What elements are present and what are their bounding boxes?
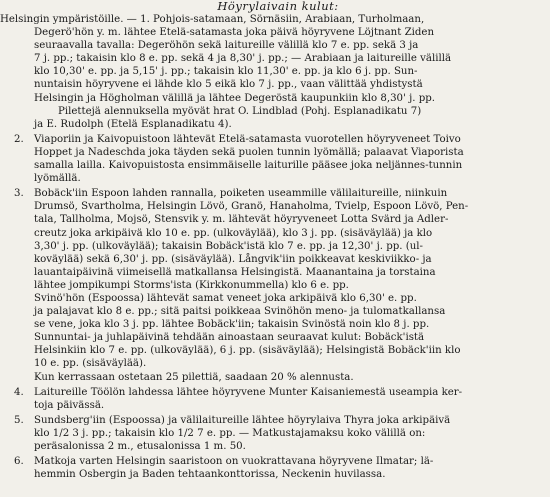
text-line — [14, 279, 542, 292]
line-text: peräsalonissa 2 m., etusalonissa 1 m. 50. — [34, 441, 246, 452]
line-text: lauantaipäivinä viimeisellä matkallansa Helsingistä. Maanantaina ja torstaina — [34, 266, 436, 278]
line-text: Sunnuntai- ja juhlapäivinä tehdään ainoastaan seuraavat kulut: Bobäck'istä — [34, 332, 425, 344]
text-line — [14, 399, 542, 412]
line-text: Matkoja varten Helsingin saaristoon on vuokrattavana höyryvene Ilmatar; lä- — [34, 456, 434, 468]
entry-number: 3. — [14, 188, 24, 200]
text-line — [14, 118, 542, 131]
line-text: lähtee jompikumpi Storms'ista (Kirkkonummella) klo 6 e. pp. — [34, 279, 349, 291]
entry-number: 4. — [14, 386, 24, 398]
entry-number: 2. — [14, 133, 24, 145]
text-line — [14, 26, 542, 39]
text-line — [14, 331, 542, 344]
line-text: 10 e. pp. (sisäväylää). — [34, 358, 147, 370]
text-line — [14, 266, 542, 279]
text-line — [14, 318, 542, 331]
line-text: Viaporiin ja Kaivopuistoon lähtevät Etelä-satamasta vuorotellen höyryveneet Toivo — [34, 133, 461, 145]
entry-number: 5. — [14, 414, 24, 426]
line-text: se vene, joka klo 3 j. pp. lähtee Bobäck'iin; takaisin Svinöstä noin klo 8 j. pp. — [34, 319, 430, 331]
text-line — [14, 371, 542, 384]
line-text: Sundsberg'iin (Espoossa) ja välilaitureille lähtee höyrylaiva Thyra joka arkipäivä — [34, 414, 451, 426]
line-text: hemmin Osbergin ja Baden tehtaankonttorissa, Neckenin huvilassa. — [34, 469, 386, 481]
line-text: Helsingin ja Högholman välillä ja lähtee Degeröstä kaupunkiin klo 8,30' j. pp. — [34, 92, 435, 104]
text-line — [14, 292, 542, 305]
page-title: Höyrylaivain kulut: — [217, 0, 339, 13]
line-text: Degerö'hön y. m. lähtee Etelä-satamasta joka päivä höyryvene Löjtnant Ziden — [34, 27, 435, 39]
text-line — [14, 105, 542, 118]
line-text: nuntaisin höyryvene ei lähde klo 5 eikä klo 7 j. pp., vaan välittää yhdistystä — [34, 79, 423, 91]
line-text: klo 1/2 3 j. pp.; takaisin klo 1/2 7 e. pp. — Matkustajamaksu koko välillä on: — [34, 427, 426, 439]
text-line — [14, 344, 542, 357]
line-text: lyömällä. — [34, 173, 81, 185]
entry-number: 6. — [14, 456, 24, 468]
text-line — [14, 414, 542, 427]
text-line — [0, 13, 542, 26]
line-text: creutz joka arkipäivä klo 10 e. pp. (ulkoväylää), klo 3 j. pp. (sisäväylää) ja klo — [34, 227, 433, 239]
text-line — [14, 227, 542, 240]
text-line — [14, 213, 542, 226]
text-line — [14, 386, 542, 399]
line-text: Hoppet ja Nadeschda joka täyden sekä puolen tunnin lyömällä; palaavat Viaporista — [34, 146, 464, 158]
line-text: samalla lailla. Kaivopuistosta ensimmäiselle laiturille pääsee joka neljännes-tunnin — [34, 160, 463, 172]
text-line — [14, 65, 542, 78]
line-text: koväylää) sekä 6,30' j. pp. (sisäväylää). Långvik'iin poikkeavat keskiviikko- ja — [34, 253, 432, 265]
line-text: seuraavalla tavalla: Degeröhön sekä laitureille välillä klo 7 e. pp. sekä 3 ja — [34, 40, 419, 52]
line-text: Bobäck'iin Espoon lahden rannalla, poiketen useammille välilaitureille, niinkuin — [34, 188, 448, 200]
line-text: Pilettejä alennuksella myövät hrat O. Lindblad (Pohj. Esplanadikatu 7) — [58, 105, 422, 117]
text-line — [14, 200, 542, 213]
text-line — [14, 240, 542, 253]
text-line — [14, 440, 542, 453]
line-text: ja palajavat klo 8 e. pp.; sitä paitsi poikkeaa Svinöhön meno- ja tulomatkallansa — [34, 306, 446, 318]
text-line — [14, 357, 542, 370]
line-text: 7 j. pp.; takaisin klo 8 e. pp. sekä 4 ja 8,30' j. pp.; — Arabiaan ja laitureille välillä — [34, 53, 452, 65]
text-line — [14, 133, 542, 146]
text-line — [14, 305, 542, 318]
text-line — [14, 427, 542, 440]
text-line — [14, 146, 542, 159]
line-text: Svinö'hön (Espoossa) lähtevät samat veneet joka arkipäivä klo 6,30' e. pp. — [34, 292, 417, 304]
line-text: Helsingin ympäristöille. — 1. Pohjois-satamaan, Sörnäsiin, Arabiaan, Turholmaan, — [0, 14, 425, 25]
text-line — [14, 253, 542, 266]
line-text: Drumsö, Svartholma, Helsingin Lövö, Granö, Hanaholma, Tvielp, Espoon Lövö, Pen- — [34, 201, 469, 213]
text-line — [14, 187, 542, 200]
text-line — [14, 172, 542, 185]
line-text: tala, Tallholma, Mojsö, Stensvik y. m. lähtevät höyryveneet Lotta Svärd ja Adler- — [34, 214, 449, 226]
line-text: klo 10,30' e. pp. ja 5,15' j. pp.; takaisin klo 11,30' e. pp. ja klo 6 j. pp. Sun- — [34, 66, 418, 78]
line-text: Helsinkiin klo 7 e. pp. (ulkoväylää), 6 j. pp. (sisäväylää); Helsingistä Bobäck'iin klo — [34, 345, 461, 357]
text-line — [14, 78, 542, 91]
line-text: toja päivässä. — [34, 399, 105, 411]
line-text: Laitureille Töölön lahdessa lähtee höyryvene Munter Kaisaniemestä useampia ker- — [34, 386, 463, 398]
line-text: Kun kerrassaan ostetaan 25 pilettiä, saadaan 20 % alennusta. — [34, 371, 354, 383]
schedule-text — [0, 13, 542, 481]
text-line — [14, 39, 542, 52]
line-text: 3,30' j. pp. (ulkoväylää); takaisin Bobäck'istä klo 7 e. pp. ja 12,30' j. pp. (ul- — [34, 240, 423, 252]
text-line — [14, 455, 542, 468]
text-line — [14, 92, 542, 105]
text-line — [14, 159, 542, 172]
text-line — [14, 468, 542, 481]
line-text: ja E. Rudolph (Etelä Esplanadikatu 4). — [34, 118, 232, 130]
text-line — [14, 52, 542, 65]
